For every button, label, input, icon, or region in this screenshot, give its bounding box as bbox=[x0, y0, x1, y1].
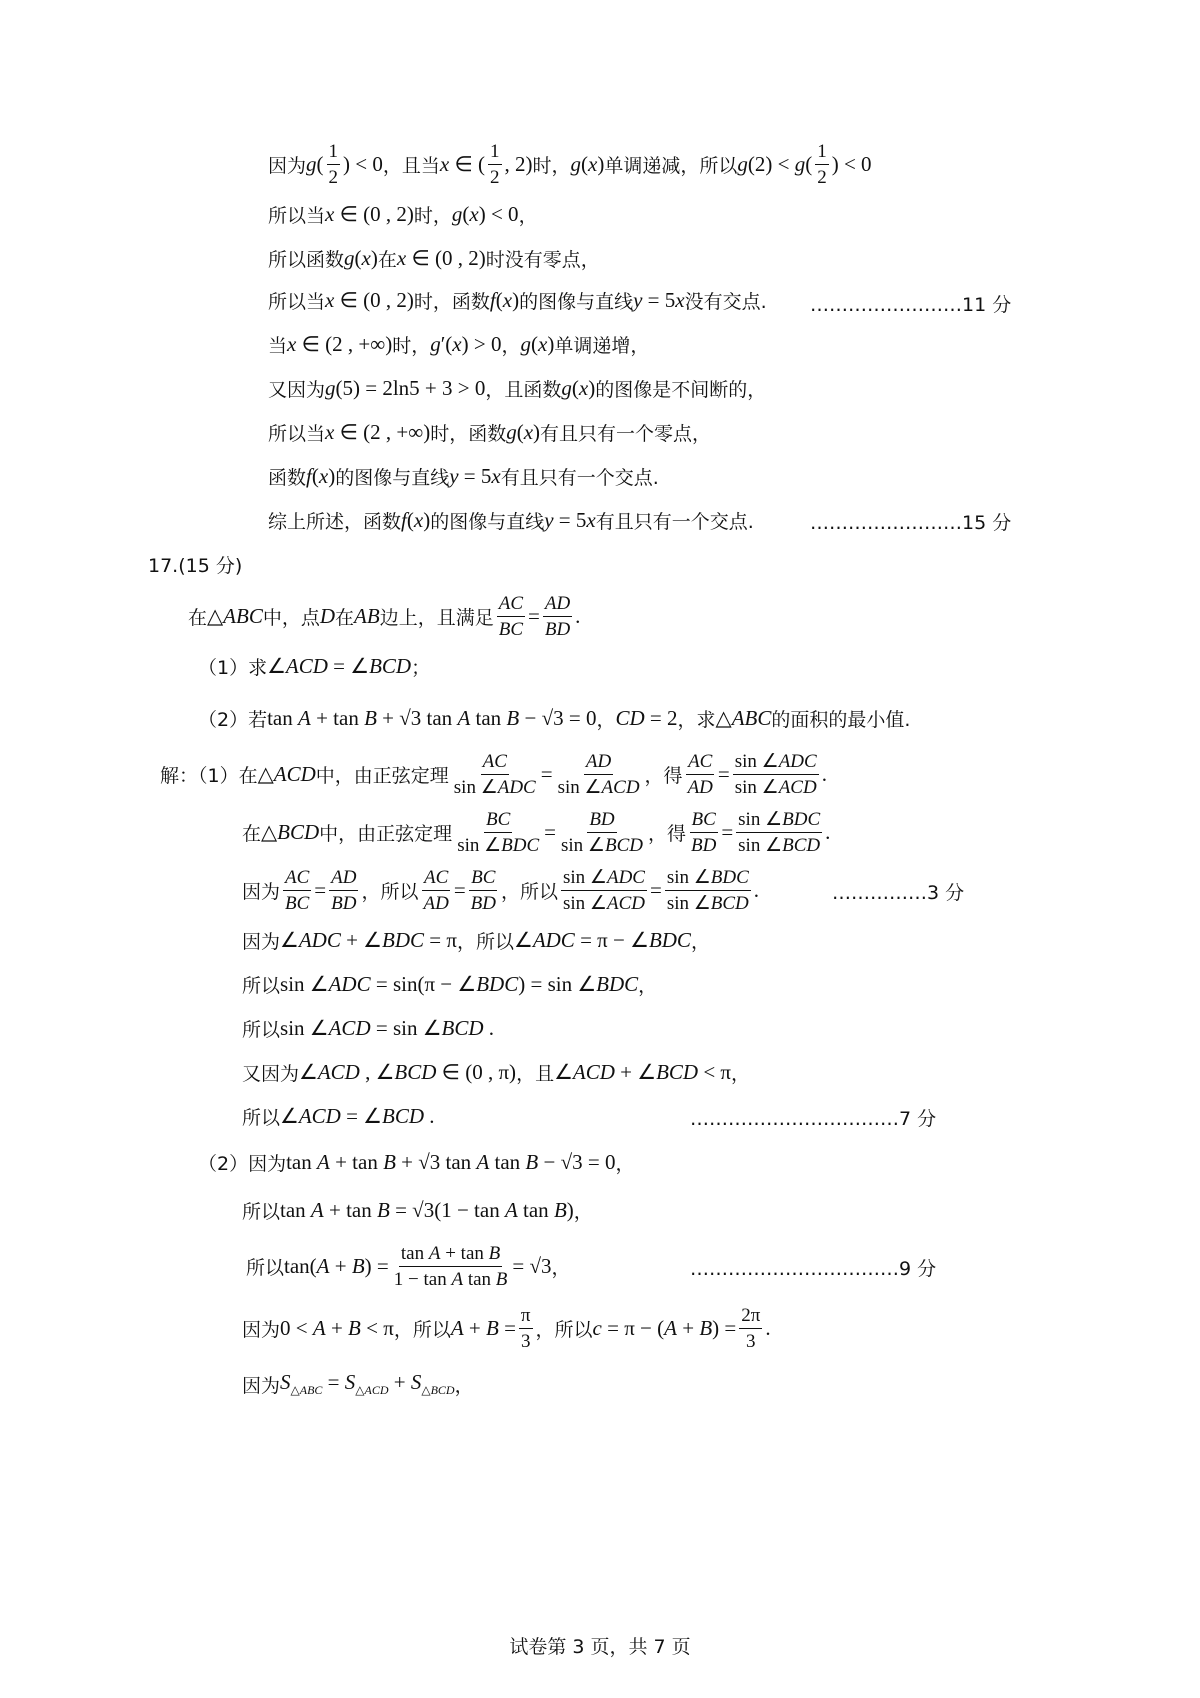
score-marker: ……………3 分 bbox=[832, 882, 965, 904]
text-line: 所以当 x ∈ (2 , +∞) 时，函数 g(x) 有且只有一个零点， bbox=[268, 419, 712, 445]
score-marker: ……………………11 分 bbox=[810, 294, 1012, 316]
text-line: 函数 f(x) 的图像与直线 y = 5x 有且只有一个交点. bbox=[268, 463, 659, 489]
text-line: 所以 tan A + tan B = √3(1 − tan A tan B) ， bbox=[242, 1197, 593, 1223]
text-line: 在 △ABC 中，点 D 在 AB 边上，且满足 $\frac{AC}{BC}$ = $\frac{AD}{BD}$ . bbox=[188, 592, 581, 640]
score-marker: ……………………15 分 bbox=[810, 512, 1012, 534]
text-line: 又因为 ∠ACD , ∠BCD ∈ (0 , π) ，且 ∠ACD + ∠BCD < π ， bbox=[242, 1059, 751, 1085]
text-line: 所以当 x ∈ (0 , 2) 时，函数 f(x) 的图像与直线 y = 5x 没有交点. bbox=[268, 287, 767, 313]
text-line: （1）求 ∠ACD = ∠BCD ； bbox=[198, 653, 431, 679]
text-line: 因为 g( $\frac{1}{2}$ ) < 0 ，且当 x ∈ ( $\frac{1}{2}$ , 2) 时， g(x) 单调递减，所以 g(2) < g( $\frac{1}{2}$ ) < 0 bbox=[268, 140, 872, 188]
question-number: 17.(15 分) bbox=[148, 554, 243, 577]
text-line: 解：（1）在 △ACD 中，由正弦定理 $\frac{AC}{\text{sin ∠ADC}}$ = $\frac{AD}{\text{sin ∠ACD}}$ ，得 $\frac{AC}{AD}$ = $\frac{\text{sin ∠ADC}}{\text{sin ∠ACD}}$ . bbox=[160, 750, 827, 798]
text-line: （2）因为 tan A + tan B + √3 tan A tan B − √3 = 0 ， bbox=[198, 1149, 635, 1175]
text-line: 所以 sin ∠ACD = sin ∠BCD . bbox=[242, 1015, 495, 1041]
text-line: 因为 ∠ADC + ∠BDC = π ，所以 ∠ADC = π − ∠BDC ， bbox=[242, 927, 710, 953]
text-line: 所以函数 g(x) 在 x ∈ (0 , 2) 时没有零点， bbox=[268, 245, 600, 271]
score-marker: ……………………………7 分 bbox=[690, 1108, 937, 1130]
text-line: （2）若 tan A + tan B + √3 tan A tan B − √3 = 0 ， CD = 2 ，求 △ABC 的面积的最小值. bbox=[198, 705, 911, 731]
text-line: 在 △BCD 中，由正弦定理 $\frac{BC}{\text{sin ∠BDC}}$ = $\frac{BD}{\text{sin ∠BCD}}$ ，得 $\frac{BC}{BD}$ = $\frac{\text{sin ∠BDC}}{\text{sin ∠BCD}}$ . bbox=[242, 808, 831, 856]
text-line: 因为 $S_{\triangle ABC} = S_{\triangle ACD} + S_{\triangle BCD}$ ， bbox=[242, 1369, 474, 1398]
page-footer: 试卷第 3 页，共 7 页 bbox=[509, 1636, 691, 1658]
text-line: 综上所述，函数 f(x) 的图像与直线 y = 5x 有且只有一个交点. bbox=[268, 507, 754, 533]
text-line: 所以 ∠ACD = ∠BCD . bbox=[242, 1103, 435, 1129]
fraction: $\frac{1}{2}$ bbox=[328, 140, 339, 188]
text-line: 又因为 g(5) = 2ln5 + 3 > 0 ，且函数 g(x) 的图像是不间断的， bbox=[268, 375, 767, 401]
score-marker: ……………………………9 分 bbox=[690, 1258, 937, 1280]
text-line: 因为 $\frac{AC}{BC}$ = $\frac{AD}{BD}$ ，所以 $\frac{AC}{AD}$ = $\frac{BC}{BD}$ ，所以 $\frac{\text{sin ∠ADC}}{\text{sin ∠ACD}}$ = $\frac{\text{sin ∠BDC}}{\text{sin ∠BCD}}$ . bbox=[242, 866, 760, 914]
text-line: 所以 sin ∠ADC = sin(π − ∠BDC) = sin ∠BDC ， bbox=[242, 971, 658, 997]
text-line: 所以 tan(A + B) = $\frac{\text{tan A + tan B}}{\text{1 − tan A tan B}}$ = √3 ， bbox=[246, 1242, 571, 1290]
text-line: 当 x ∈ (2 , +∞) 时， g′(x) > 0 ， g(x) 单调递增， bbox=[268, 331, 650, 357]
text-line: 因为 0 < A + B < π ，所以 A + B = $\frac{\pi}{3}$ ，所以 c = π − (A + B) = $\frac{2\pi}{3}$ . bbox=[242, 1304, 771, 1352]
text-line: 所以当 x ∈ (0 , 2) 时， g(x) < 0 ， bbox=[268, 201, 538, 227]
